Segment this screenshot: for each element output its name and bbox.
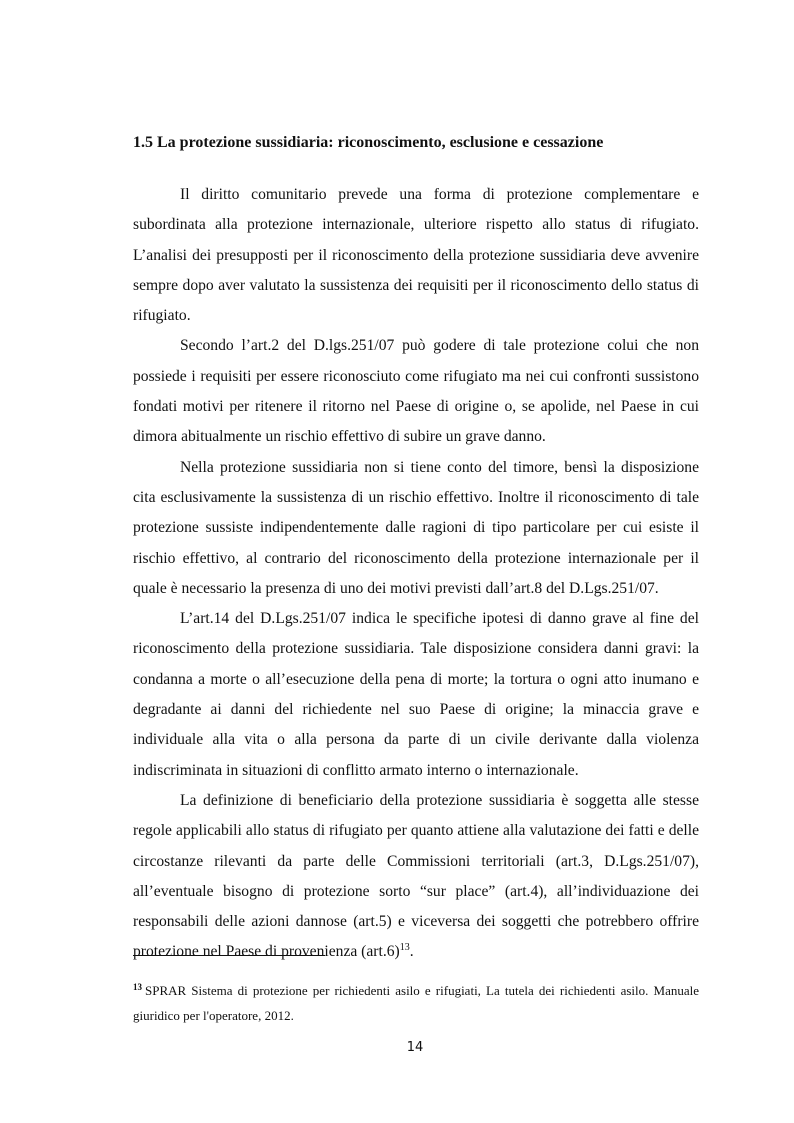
paragraph-end: . xyxy=(409,943,414,961)
page-number: 14 xyxy=(406,1040,424,1055)
footnote-number: 13 xyxy=(133,981,142,992)
body-text xyxy=(133,180,699,968)
footnote-reference[interactable]: 13 xyxy=(399,942,410,954)
paragraph-with-footnote xyxy=(133,786,699,968)
paragraph: Nella protezione sussidiaria non si tiene conto del timore, bensì la disposizione cita esclusivamente la sussistenza di un rischio effettivo. Inoltre il riconoscimento di tale protezione sussiste indipendentemente dalle ragioni di tipo particolare per cui esiste il rischio effettivo, al contrario del riconoscimento della protezione internazionale per il quale è necessario la presenza di uno dei motivi previsti dall’art.8 del D.Lgs.251/07. xyxy=(133,458,699,597)
footnote-text: SPRAR Sistema di protezione per richiedenti asilo e rifugiati, La tutela dei richiedenti asilo. Manuale giuridico per l'operatore, 2012. xyxy=(133,983,699,1023)
footnote xyxy=(133,978,699,1028)
paragraph: Il diritto comunitario prevede una forma di protezione complementare e subordinata alla protezione internazionale, ulteriore rispetto allo status di rifugiato. L’analisi dei presupposti per il riconoscimento della protezione sussidiaria deve avvenire sempre dopo aver valutato la sussistenza dei requisiti per il riconoscimento dello status di rifugiato. xyxy=(133,186,699,325)
footnote-divider xyxy=(133,955,325,956)
section-heading: 1.5 La protezione sussidiaria: riconoscimento, esclusione e cessazione xyxy=(133,134,604,151)
paragraph-text: La definizione di beneficiario della protezione sussidiaria è soggetta alle stesse regole applicabili allo status di rifugiato per quanto attiene alla valutazione dei fatti e delle circostanze rilevanti da parte delle Commissioni territoriali (art.3, D.Lgs.251/07), all’eventuale bisogno di protezione sorto “sur place” (art.4), all’individuazione dei responsabili delle azioni dannose (art.5) e viceversa dei soggetti che potrebbero offrire protezione nel Paese di provenienza (art.6) xyxy=(133,791,699,961)
paragraph: Secondo l’art.2 del D.lgs.251/07 può godere di tale protezione colui che non possiede i requisiti per essere riconosciuto come rifugiato ma nei cui confronti sussistono fondati motivi per ritenere il ritorno nel Paese di origine o, se apolide, nel Paese in cui dimora abitualmente un rischio effettivo di subire un grave danno. xyxy=(133,337,699,446)
paragraph: L’art.14 del D.Lgs.251/07 indica le specifiche ipotesi di danno grave al fine del riconoscimento della protezione sussidiaria. Tale disposizione considera danni gravi: la condanna a morte o all’esecuzione della pena di morte; la tortura o ogni atto inumano e degradante ai danni del richiedente nel suo Paese di origine; la minaccia grave e individuale alla vita o alla persona da parte di un civile derivante dalla violenza indiscriminata in situazioni di conflitto armato interno o internazionale. xyxy=(133,610,699,779)
